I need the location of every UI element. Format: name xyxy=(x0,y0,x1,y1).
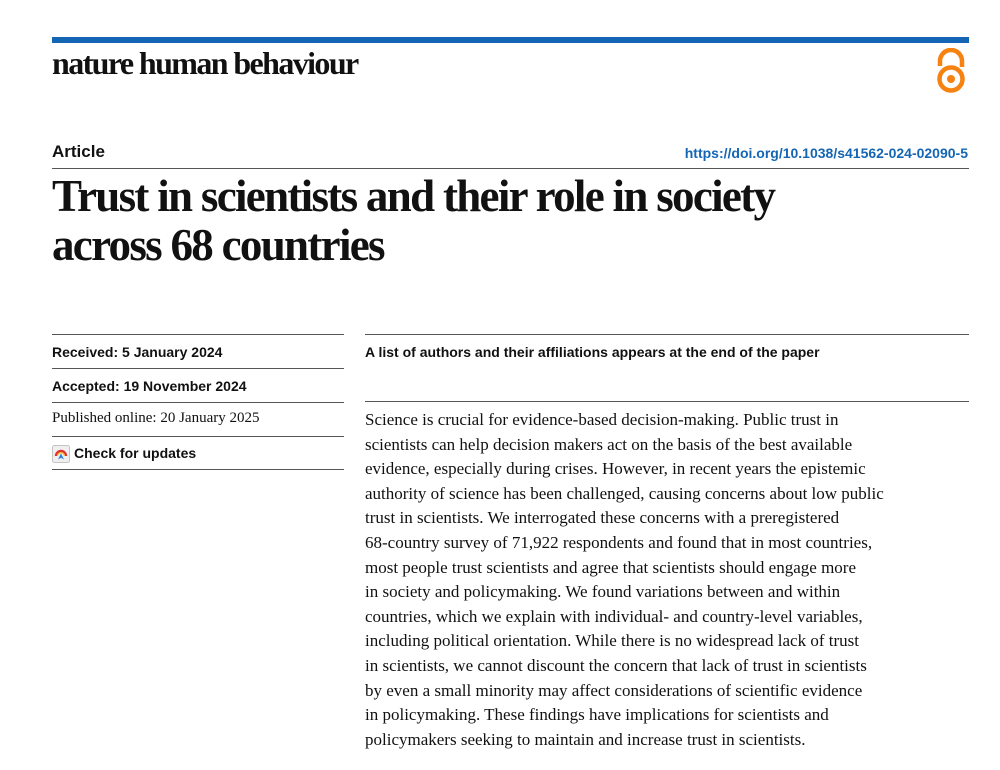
abstract-line: in society and policymaking. We found variations between and within xyxy=(365,582,841,602)
abstract-line: including political orientation. While there is no widespread lack of trust xyxy=(365,631,859,651)
abstract-line: Science is crucial for evidence-based decision-making. Public trust in xyxy=(365,410,839,429)
check-for-updates-button[interactable] xyxy=(52,436,344,470)
abstract-line: in scientists, we cannot discount the concern that lack of trust in scientists xyxy=(365,655,867,675)
check-for-updates-icon xyxy=(52,445,70,463)
title-line: across 68 countries xyxy=(52,220,384,270)
article-title xyxy=(52,172,969,270)
abstract-line: authority of science has been challenged, causing concerns about low public xyxy=(365,483,884,503)
check-for-updates-label: Check for updates xyxy=(74,445,197,461)
publication-dates xyxy=(52,334,344,470)
abstract-line: in policymaking. These findings have implications for scientists and xyxy=(365,705,829,725)
journal-name: nature human behaviour xyxy=(52,45,358,81)
abstract-line: most people trust scientists and agree that scientists should engage more xyxy=(365,557,856,577)
open-access-icon xyxy=(934,48,968,94)
journal-color-bar xyxy=(52,37,969,43)
accepted-date: Accepted: 19 November 2024 xyxy=(52,368,344,402)
abstract xyxy=(365,401,969,752)
abstract-line: policymakers seeking to maintain and increase trust in scientists. xyxy=(365,729,806,749)
article-type: Article xyxy=(52,142,105,161)
abstract-line: countries, which we explain with individual- and country-level variables, xyxy=(365,606,863,626)
abstract-line: evidence, especially during crises. However, in recent years the epistemic xyxy=(365,459,866,479)
abstract-section xyxy=(365,334,969,752)
published-date: Published online: 20 January 2025 xyxy=(52,402,344,436)
abstract-line: trust in scientists. We interrogated these concerns with a preregistered xyxy=(365,508,840,528)
abstract-line: by even a small minority may affect considerations of scientific evidence xyxy=(365,680,863,700)
title-line: Trust in scientists and their role in society xyxy=(52,171,775,221)
authors-note: A list of authors and their affiliations appears at the end of the paper xyxy=(365,334,969,401)
abstract-line: 68-country survey of 71,922 respondents and found that in most countries, xyxy=(365,532,873,552)
doi-link[interactable]: https://doi.org/10.1038/s41562-024-02090-5 xyxy=(684,145,968,161)
received-date: Received: 5 January 2024 xyxy=(52,334,344,368)
abstract-line: scientists can help decision makers act on the basis of the best available xyxy=(365,434,853,454)
title-divider xyxy=(52,168,969,169)
